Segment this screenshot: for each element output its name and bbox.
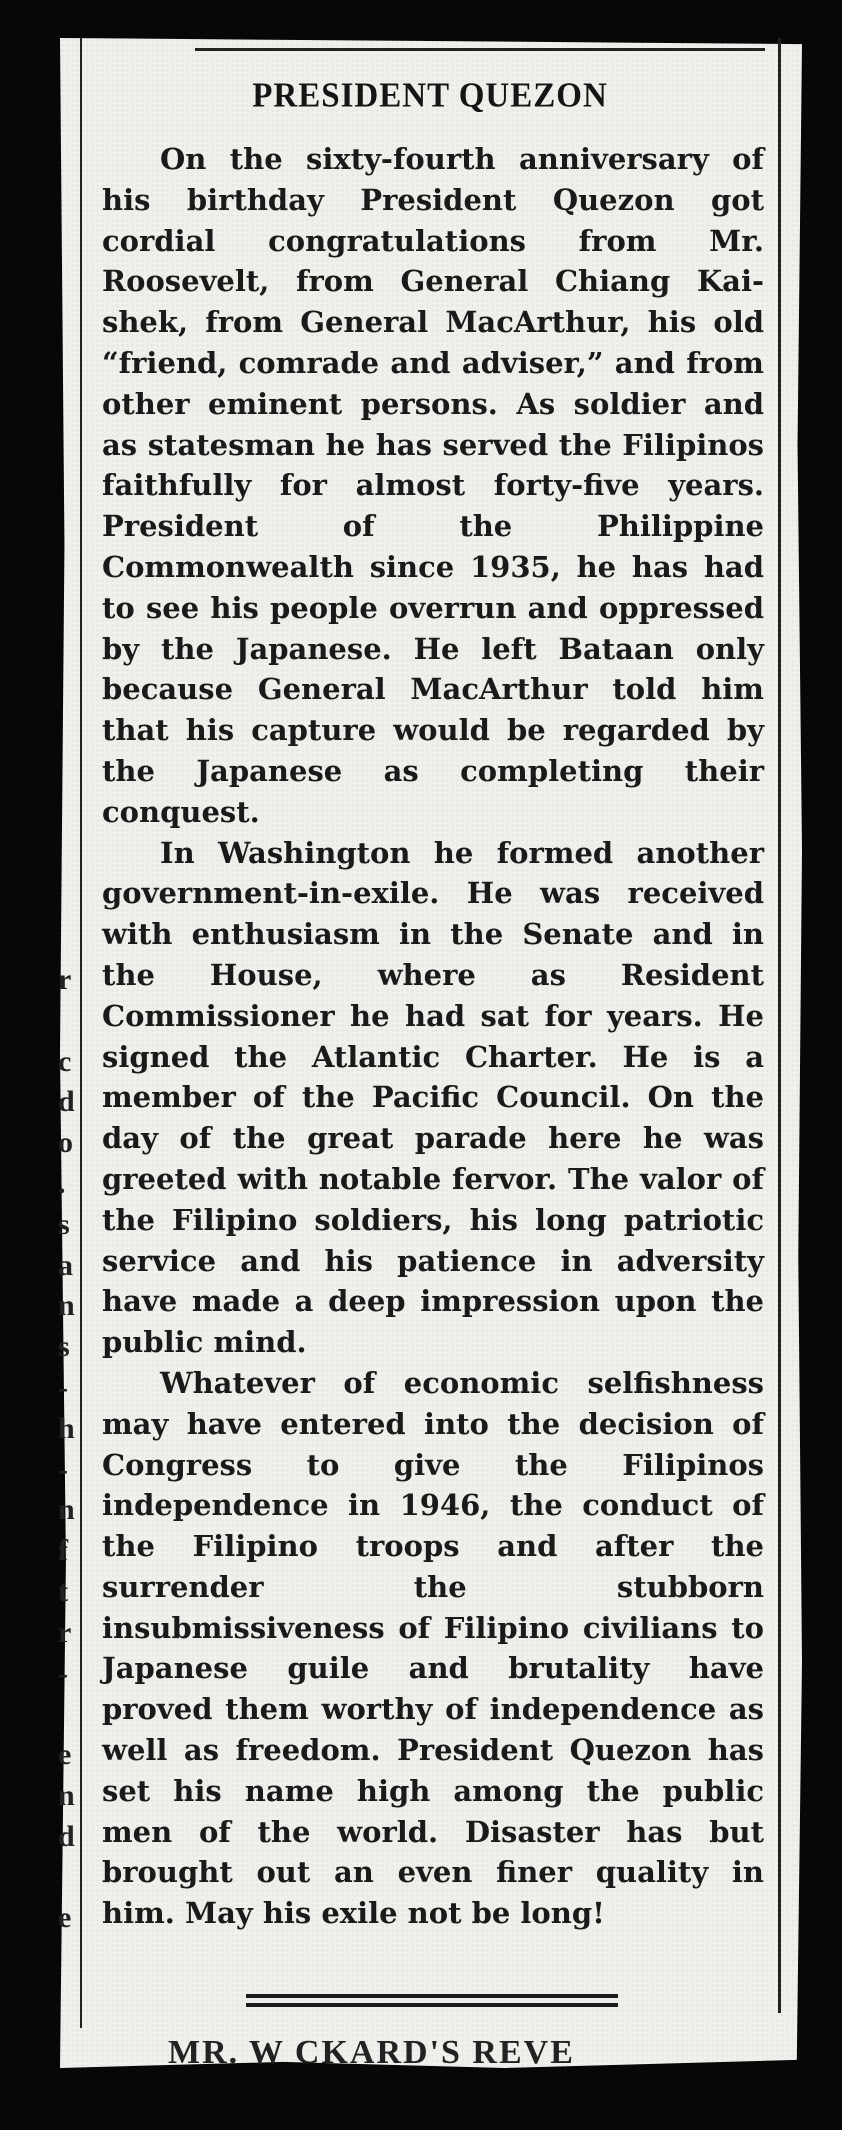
column-fragment: e [58, 1738, 72, 1772]
bottom-rule-upper [246, 1994, 618, 1998]
column-fragment: d [58, 1819, 75, 1853]
column-fragment: - [58, 1370, 68, 1404]
column-fragment: - [58, 1656, 68, 1690]
column-fragment [58, 1858, 88, 1899]
column-fragment: n [58, 1778, 75, 1812]
column-fragment: c [58, 1044, 72, 1078]
column-fragment: n [58, 1289, 75, 1323]
adjacent-column-fragments [58, 960, 88, 1939]
column-fragment: f [58, 1534, 68, 1568]
column-fragment: - [58, 1452, 68, 1486]
column-fragment: s [58, 1207, 70, 1241]
column-fragment: e [58, 1901, 72, 1935]
column-fragment [58, 1694, 88, 1735]
article-body [102, 139, 764, 1934]
paragraph-1: On the sixty-fourth anniversary of his birthday President Quezon got cordial congratulations from Mr. Roosevelt, from General Chiang Kai-shek, from General MacArthur, his old “friend, comrade and adviser,” and from other eminent persons. As soldier and as statesman he has served the Filipinos faithfully for almost forty-five years. President of the Philippine Commonwealth since 1935, he has had to see his people overrun and oppressed by the Japanese. He left Bataan only because General MacArthur told him that his capture would be regarded by the Japanese as completing their conquest. [102, 142, 764, 829]
column-fragment: r [58, 1615, 72, 1649]
top-rule [195, 48, 765, 51]
column-fragment: h [58, 1411, 75, 1445]
column-fragment: d [58, 1085, 75, 1119]
paragraph-3: Whatever of economic selfishness may have entered into the decision of Congress to give the Filipinos independence in 1946, the conduct of the Filipino troops and after the surrender the stubborn insubmissiveness of Filipino civilians to Japanese guile and brutality have proved them worthy of independence as well as freedom. President Quezon has set his name high among the public men of the world. Disaster has but brought out an even finer quality in him. May his exile not be long! [102, 1365, 764, 1931]
column-fragment: s [58, 1330, 70, 1364]
bottom-rule-lower [246, 2003, 618, 2007]
next-article-title: MR. W CKARD'S REVE [168, 2034, 575, 2071]
column-fragment: . [58, 1166, 66, 1200]
column-rule-right [778, 38, 781, 2013]
column-fragment [58, 1001, 88, 1042]
article-title: PRESIDENT QUEZON [252, 77, 608, 115]
column-fragment: o [58, 1126, 73, 1160]
column-fragment: n [58, 1493, 75, 1527]
paragraph-2: In Washington he formed another government-in-exile. He was received with enthusiasm in the Senate and in the House, where as Resident Commissioner he had sat for years. He signed the Atlantic Charter. He is a member of the Pacific Council. On the day of the great parade here he was greeted with notable fervor. The valor of the Filipino soldiers, his long patriotic service and his patience in adversity have made a deep impression upon the public mind. [102, 835, 764, 1360]
column-fragment: r [58, 963, 72, 996]
column-fragment: t [58, 1574, 68, 1608]
column-fragment: a [58, 1248, 73, 1282]
